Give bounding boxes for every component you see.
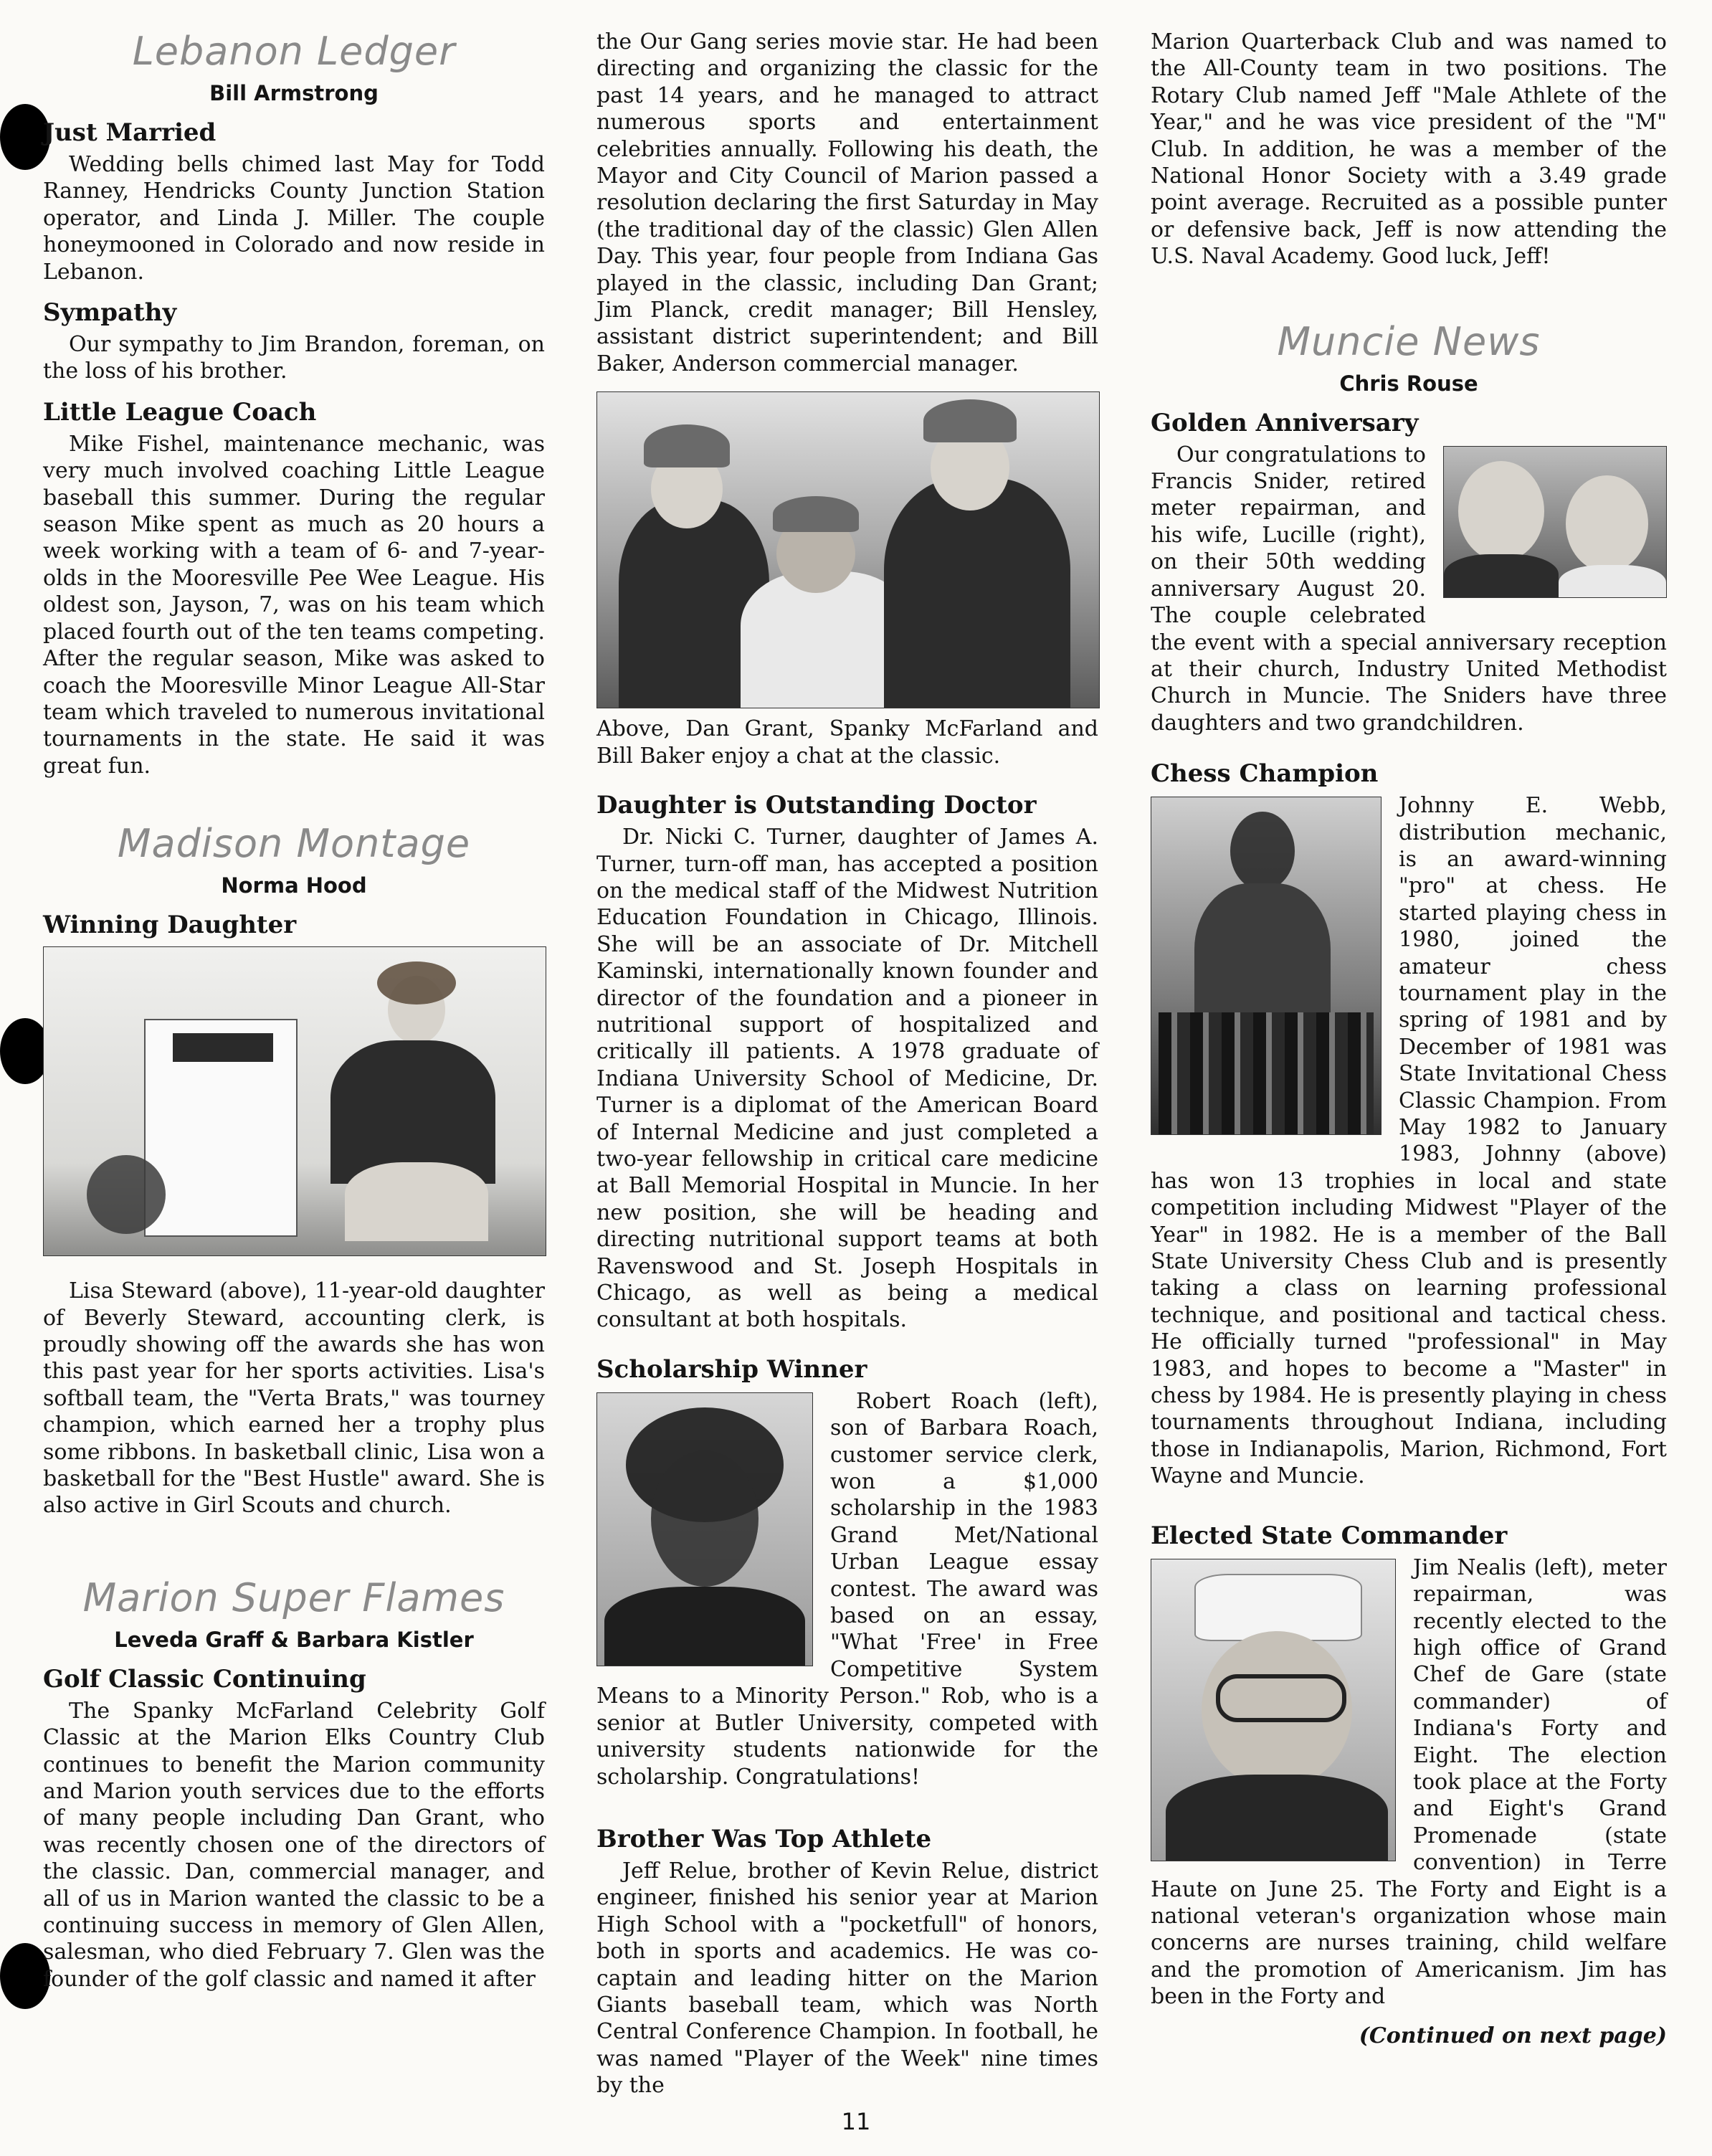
eyeglasses: [1216, 1674, 1346, 1722]
section-title-muncie-news: Muncie News: [1277, 318, 1541, 364]
article-just-married: Wedding bells chimed last May for Todd Ranney, Hendricks County Junction Station operator, and Linda J. Miller. The couple honeymooned in Colorado and now reside in Lebanon.: [43, 152, 545, 285]
poster-lettering: [173, 1033, 273, 1062]
section-title-marion-super-flames: Marion Super Flames: [82, 1575, 505, 1620]
heading-just-married: Just Married: [43, 118, 217, 147]
byline-marion: Leveda Graff & Barbara Kistler: [114, 1627, 474, 1652]
man-right-body: [884, 478, 1070, 708]
article-golden-anniversary: Our congratulations to Francis Snider, retired meter repairman, and his wife, Lucille (right), on their 50th wedding anniversary August 20. The couple celebrated the event with a special anniversary reception at their church, Industry United Methodist Church in Muncie. The Sniders have three daughters and two grandchildren.: [1151, 442, 1667, 736]
continued-next-page: (Continued on next page): [1359, 2023, 1667, 2048]
article-chess-champion: Johnny E. Webb, distribution mechanic, is an award-winning "pro" at chess. He started playing chess in 1980, joined the amateur chess tournament play in the spring of 1981 and by December of 1981 was State Invitational Chess Classic Champion. From May 1982 to January 1983, Johnny (above) has won 13 trophies in local and state competition including Midwest "Player of the Year" in 1982. He is a member of the Ball State University Chess Club and is presently taking a class on learning professional technique, and positional and tactical chess. He officially turned "professional" in May 1983, and hopes to become a "Master" in chess by 1984. He is presently playing in chess tournaments throughout Indiana, including those in Indianapolis, Marion, Richmond, Fort Wayne and Muncie.: [1151, 793, 1667, 1489]
byline-muncie: Chris Rouse: [1339, 371, 1478, 396]
column-1: [43, 29, 545, 2005]
heading-chess-champion: Chess Champion: [1151, 759, 1379, 789]
man-center-cap: [773, 496, 859, 532]
byline-madison: Norma Hood: [221, 873, 367, 898]
photo-jim-nealis: [1151, 1559, 1396, 1861]
article-sympathy: Our sympathy to Jim Brandon, foreman, on the loss of his brother.: [43, 332, 545, 384]
photo-golf-classic: [596, 391, 1100, 708]
heading-scholarship-winner: Scholarship Winner: [596, 1354, 867, 1384]
section-title-lebanon-ledger: Lebanon Ledger: [132, 29, 456, 74]
article-scholarship-winner: Robert Roach (left), son of Barbara Roach, customer service clerk, won a $1,000 scholarship in the 1983 Grand Met/National Urban League essay contest. The award was based on an essay, "What 'Free' in Free Competitive System Means to a Minority Person." Rob, who is a senior at Butler University, competed with university students nationwide for the scholarship. Congratulations!: [596, 1388, 1098, 1790]
article-golf-classic-continued: the Our Gang series movie star. He had been directing and organizing the classic for the past 14 years, and he managed to attract numerous sports and entertainment celebrities annually. Following his death, the Mayor and City Council of Marion passed a resolution declaring the first Saturday in May (the traditional day of the classic) Glen Allen Day. This year, four people from Indiana Gas played in the classic, including Dan Grant; Jim Planck, credit manager; Bill Hensley, assistant district superintendent; and Bill Baker, Anderson commercial manager.: [596, 29, 1098, 376]
portrait-shoulders: [604, 1587, 805, 1666]
article-elected-state-commander: Jim Nealis (left), meter repairman, was recently elected to the high office of Grand Chef de Gare (state commander) of Indiana's Forty and Eight. The election took place at the Forty and Eight's Grand Promenade (state convention) in Terre Haute on June 25. The Forty and Eight is a national veteran's organization whose main concerns are nurses training, child welfare and the promotion of Americanism. Jim has been in the Forty and: [1151, 1554, 1667, 2010]
article-outstanding-doctor: Dr. Nicki C. Turner, daughter of James A. Turner, turn-off man, has accepted a position on the medical staff of the Midwest Nutrition Education Foundation in Chicago, Illinois. She will be an associate of Dr. Mitchell Kaminski, internationally known founder and director of the foundation and a pioneer in nutritional support of hospitalized and critically ill patients. A 1978 graduate of Indiana University School of Medicine, Dr. Turner is a diplomat of the American Board of Internal Medicine and just completed a two-year fellowship in critical care medicine at Ball Memorial Hospital in Muncie. In her new position, she will be heading and directing nutritional support teams at both Ravenswood and St. Joseph Hospitals in Chicago, as well as being a medical consultant at both hospitals.: [596, 825, 1098, 1333]
nealis-suit: [1166, 1775, 1388, 1861]
girl-legs: [345, 1162, 488, 1241]
byline-lebanon: Bill Armstrong: [209, 81, 379, 105]
lucille-face: [1566, 475, 1648, 572]
photo-robert-roach: [596, 1392, 813, 1666]
article-brother-continued: Marion Quarterback Club and was named to the All-County team in two positions. The Rotary Club named Jeff "Male Athlete of the Year," and he was vice president of the "M" Club. In addition, he was a member of the National Honor Society with a 3.49 grade point average. Recruited as a possible punter or defensive back, Jeff is now attending the U.S. Naval Academy. Good luck, Jeff!: [1151, 29, 1667, 270]
webb-face: [1230, 812, 1295, 891]
article-golf-classic: The Spanky McFarland Celebrity Golf Classic at the Marion Elks Country Club continues to benefit the Marion community and Marion youth services due to the efforts of many people including Dan Grant, who was recently chosen one of the directors of the classic. Dan, commercial manager, and all of us in Marion wanted the classic to be a continuing success in memory of Glen Allen, salesman, who died February 7. Glen was the founder of the golf classic and named it after: [43, 1698, 545, 1992]
heading-elected-state-commander: Elected State Commander: [1151, 1521, 1508, 1550]
article-brother-top-athlete: Jeff Relue, brother of Kevin Relue, district engineer, finished his senior year at Marion High School with a "pocketfull" of honors, both in sports and academics. He was co-captain and leading hitter on the Marion Giants baseball team, which was North Central Conference Champion. In football, he was named "Player of the Week" nine times by the: [596, 1858, 1098, 2099]
caption-golf-classic: Above, Dan Grant, Spanky McFarland and Bill Baker enjoy a chat at the classic.: [596, 716, 1098, 769]
man-left-cap: [644, 424, 730, 467]
article-little-league-coach: Mike Fishel, maintenance mechanic, was very much involved coaching Little League baseball this summer. During the regular season Mike spent as much as 20 hours a week working with a team of 6- and 7-year-olds in the Mooresville Pee Wee League. His oldest son, Jayson, 7, was on his team which placed fourth out of the ten teams competing. After the regular season, Mike was asked to coach the Mooresville Minor League All-Star team which traveled to numerous invitational tournaments in the state. He said it was great fun.: [43, 431, 545, 779]
trophies: [1159, 1012, 1374, 1134]
heading-brother-top-athlete: Brother Was Top Athlete: [596, 1824, 932, 1853]
column-3: [1151, 29, 1667, 2048]
francis-body: [1444, 554, 1559, 598]
section-title-madison-montage: Madison Montage: [117, 821, 471, 867]
column-2: [596, 29, 1098, 2112]
photo-lisa-steward: [43, 946, 546, 1256]
page-number: 11: [841, 2108, 871, 2135]
heading-winning-daughter: Winning Daughter: [43, 911, 297, 940]
portrait-face: [651, 1450, 758, 1587]
heading-outstanding-doctor: Daughter is Outstanding Doctor: [596, 791, 1037, 820]
photo-sniders: [1443, 446, 1667, 598]
man-right-cap: [923, 399, 1017, 442]
article-winning-daughter: Lisa Steward (above), 11-year-old daughter of Beverly Steward, accounting clerk, is proudly showing off the awards she has won this past year for her sports activities. Lisa's softball team, the "Verta Brats," was tourney champion, which earned her a trophy plus some ribbons. In basketball clinic, Lisa won a basketball for the "Best Hustle" award. She is also active in Girl Scouts and church.: [43, 1278, 545, 1519]
basketball: [87, 1155, 166, 1234]
heading-golden-anniversary: Golden Anniversary: [1151, 408, 1419, 437]
francis-face: [1458, 461, 1544, 561]
heading-little-league-coach: Little League Coach: [43, 397, 317, 427]
heading-golf-classic: Golf Classic Continuing: [43, 1664, 366, 1694]
photo-johnny-webb: [1151, 797, 1382, 1135]
heading-sympathy: Sympathy: [43, 298, 177, 328]
lucille-body: [1559, 565, 1666, 598]
girl-hair: [377, 961, 456, 1005]
